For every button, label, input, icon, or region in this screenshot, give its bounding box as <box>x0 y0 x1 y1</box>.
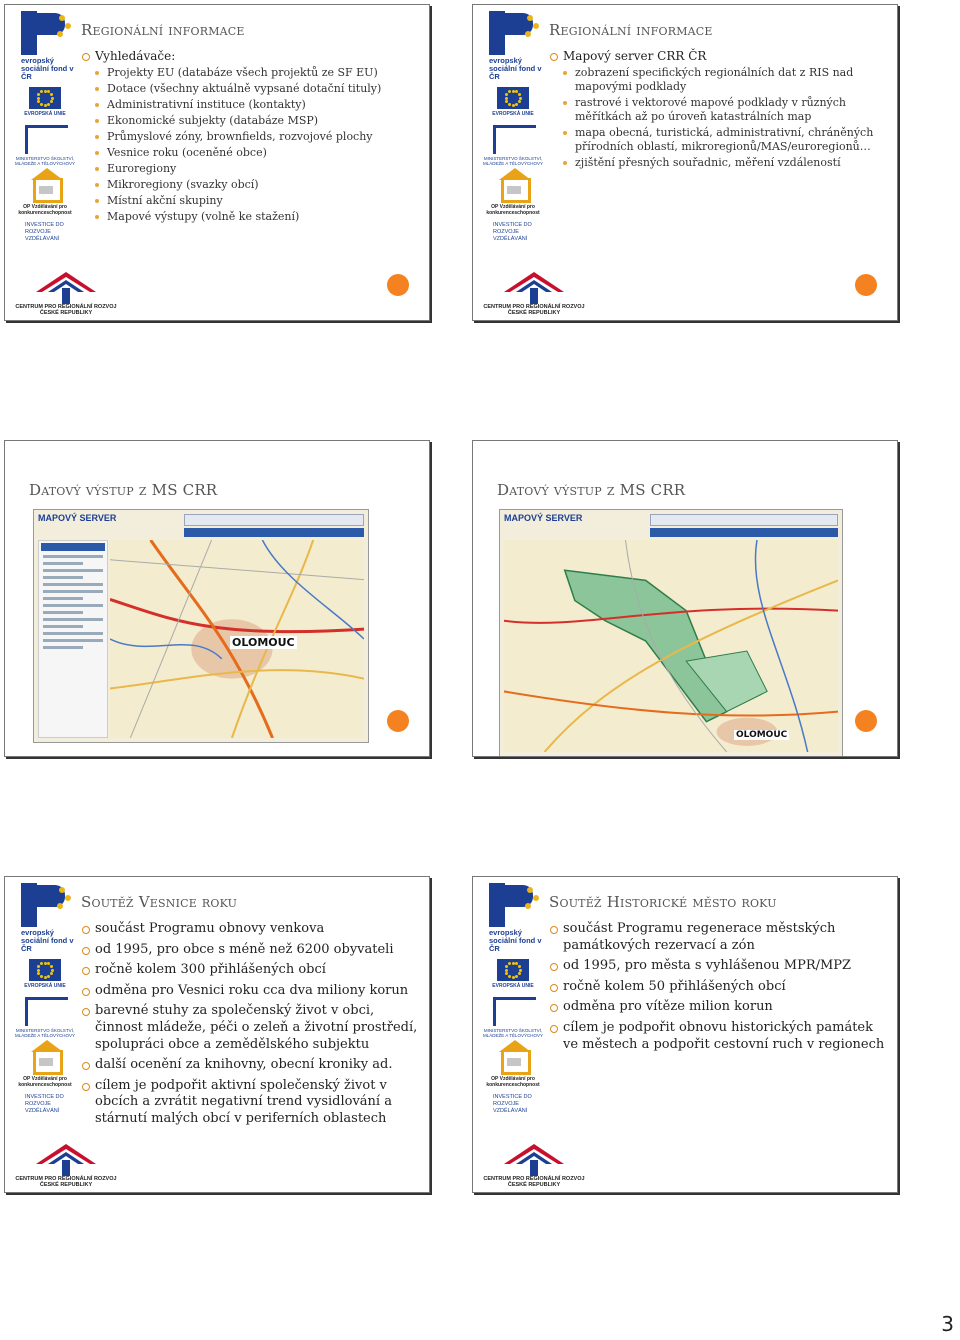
slide-content <box>549 49 889 170</box>
logo-column <box>11 11 79 243</box>
esf-logo-text: evropský sociální fond v ČR <box>21 56 74 81</box>
investice-logo-text: INVESTICE DO ROZVOJE VZDĚLÁVÁNÍ <box>493 222 532 242</box>
slide-soutez-vesnice-roku <box>4 876 430 1193</box>
op-logo-text: OP Vzdělávání pro konkurenceschopnost <box>18 204 72 216</box>
slide-title: Regionální informace <box>549 21 713 39</box>
eu-logo-text: EVROPSKÁ UNIE <box>24 111 66 117</box>
list-item: zobrazení specifických regionálních dat z RIS nad mapovými podklady <box>561 66 889 94</box>
orange-dot-icon <box>387 710 409 732</box>
list-item: další ocenění za knihovny, obecní kroniky ad. <box>81 1057 421 1074</box>
list-item: od 1995, pro města s vyhlášenou MPR/MPZ <box>549 958 889 975</box>
slide-datovy-vystup-2 <box>472 440 898 757</box>
slide-title: Datový výstup z MS CRR <box>497 481 686 499</box>
esf-logo <box>479 883 547 927</box>
crr-logo-line2: ČESKÉ REPUBLIKY <box>39 1182 93 1188</box>
list-item: odměna pro Vesnici roku cca dva miliony korun <box>81 983 421 1000</box>
bullet-heading: Vyhledávače: <box>81 49 421 64</box>
map-canvas <box>504 540 838 752</box>
op-logo <box>25 1046 67 1076</box>
op-logo <box>25 174 67 204</box>
list-item: Ekonomické subjekty (databáze MSP) <box>93 114 421 128</box>
op-logo-text: OP Vzdělávání pro konkurenceschopnost <box>486 1076 540 1088</box>
list-item: Mikroregiony (svazky obcí) <box>93 178 421 192</box>
slide-title: Soutěž Historické město roku <box>549 893 777 911</box>
crr-logo-line2: ČESKÉ REPUBLIKY <box>507 310 561 316</box>
list-item: součást Programu regenerace městských památkových rezervací a zón <box>549 921 889 954</box>
investice-logo-text: INVESTICE DO ROZVOJE VZDĚLÁVÁNÍ <box>493 1094 532 1114</box>
list-item: Místní akční skupiny <box>93 194 421 208</box>
mapovy-server-logo: MAPOVÝ SERVER <box>504 513 583 523</box>
esf-logo-text: evropský sociální fond v ČR <box>489 56 542 81</box>
list-item: od 1995, pro obce s méně než 6200 obyvateli <box>81 942 421 959</box>
investice-logo-text: INVESTICE DO ROZVOJE VZDĚLÁVÁNÍ <box>25 222 64 242</box>
orange-dot-icon <box>387 274 409 296</box>
list-item: odměna pro vítěze milion korun <box>549 999 889 1016</box>
map-canvas <box>110 540 364 738</box>
crr-logo-line1: CENTRUM PRO REGIONÁLNÍ ROZVOJ <box>483 1176 585 1182</box>
slide-content <box>81 49 421 224</box>
eu-logo-text: EVROPSKÁ UNIE <box>492 111 534 117</box>
msmt-logo <box>25 997 68 1026</box>
msmt-logo-text: MINISTERSTVO ŠKOLSTVÍ, MLÁDEŽE A TĚLOVÝCHOVY <box>483 156 543 166</box>
crr-logo <box>479 272 589 316</box>
crr-logo-line1: CENTRUM PRO REGIONÁLNÍ ROZVOJ <box>15 1176 117 1182</box>
crr-logo-line2: ČESKÉ REPUBLIKY <box>39 310 93 316</box>
logo-column <box>11 883 79 1115</box>
eu-logo-text: EVROPSKÁ UNIE <box>24 983 66 989</box>
list-item: rastrové i vektorové mapové podklady v různých měřítkách až po úroveň katastrálních map <box>561 96 889 124</box>
msmt-logo-text: MINISTERSTVO ŠKOLSTVÍ, MLÁDEŽE A TĚLOVÝCHOVY <box>15 156 75 166</box>
list-item: Vesnice roku (oceněné obce) <box>93 146 421 160</box>
eu-flag-icon <box>497 959 529 981</box>
list-item: Administrativní instituce (kontakty) <box>93 98 421 112</box>
slide-title: Regionální informace <box>81 21 245 39</box>
slide-title: Datový výstup z MS CRR <box>29 481 218 499</box>
esf-logo <box>11 11 79 55</box>
list-item: cílem je podpořit aktivní společenský život v obcích a zvrátit negativní trend vysidlování a stárnutí malých obcí v periferních oblastech <box>81 1078 421 1128</box>
crr-logo <box>11 272 121 316</box>
slide-soutez-historicke-mesto-roku <box>472 876 898 1193</box>
eu-logo-text: EVROPSKÁ UNIE <box>492 983 534 989</box>
list-item: barevné stuhy za společenský život v obci, činnost mládeže, péči o zeleň a životní prostředí, spolupráci obce a zemědělského subjektu <box>81 1003 421 1053</box>
list-item: zjištění přesných souřadnic, měření vzdáleností <box>561 156 889 170</box>
list-item: ročně kolem 50 přihlášených obcí <box>549 979 889 996</box>
list-item: Dotace (všechny aktuálně vypsané dotační tituly) <box>93 82 421 96</box>
eu-flag-icon <box>29 959 61 981</box>
bullet-list <box>81 921 421 1132</box>
esf-logo-text: evropský sociální fond v ČR <box>489 928 542 953</box>
list-item: mapa obecná, turistická, administrativní, chráněných přírodních oblastí, mikroregionů/MAS/euroregionů… <box>561 126 889 154</box>
crr-emblem-icon <box>36 272 96 304</box>
crr-logo <box>479 1144 589 1188</box>
list-item: ročně kolem 300 přihlášených obcí <box>81 962 421 979</box>
crr-emblem-icon <box>504 1144 564 1176</box>
list-item: Mapové výstupy (volně ke stažení) <box>93 210 421 224</box>
map-search-bar <box>650 514 838 526</box>
map-screenshot <box>33 509 369 743</box>
msmt-logo <box>493 997 536 1026</box>
map-info-panel <box>38 540 108 738</box>
crr-emblem-icon <box>36 1144 96 1176</box>
logo-column <box>479 883 547 1115</box>
msmt-logo <box>493 125 536 154</box>
eu-flag-icon <box>29 87 61 109</box>
city-label: OLOMOUC <box>736 730 788 740</box>
op-logo-text: OP Vzdělávání pro konkurenceschopnost <box>18 1076 72 1088</box>
map-screenshot <box>499 509 843 757</box>
esf-logo <box>479 11 547 55</box>
op-logo <box>493 1046 535 1076</box>
slide-regionalni-informace-1 <box>4 4 430 321</box>
slide-regionalni-informace-2 <box>472 4 898 321</box>
logo-column <box>479 11 547 243</box>
page-number: 3 <box>941 1312 954 1336</box>
list-item: Euroregiony <box>93 162 421 176</box>
esf-logo-text: evropský sociální fond v ČR <box>21 928 74 953</box>
orange-dot-icon <box>855 274 877 296</box>
list-item: cílem je podpořit obnovu historických památek ve městech a podpořit cestovní ruch v regionech <box>549 1020 889 1053</box>
list-item: Projekty EU (databáze všech projektů ze SF EU) <box>93 66 421 80</box>
sub-bullet-list <box>81 66 421 224</box>
op-logo-text: OP Vzdělávání pro konkurenceschopnost <box>486 204 540 216</box>
city-label: OLOMOUC <box>232 636 295 649</box>
crr-emblem-icon <box>504 272 564 304</box>
list-item: součást Programu obnovy venkova <box>81 921 421 938</box>
msmt-logo-text: MINISTERSTVO ŠKOLSTVÍ, MLÁDEŽE A TĚLOVÝCHOVY <box>15 1028 75 1038</box>
bullet-list <box>549 921 889 1057</box>
crr-logo-line1: CENTRUM PRO REGIONÁLNÍ ROZVOJ <box>15 304 117 310</box>
op-logo <box>493 174 535 204</box>
orange-dot-icon <box>855 710 877 732</box>
crr-logo <box>11 1144 121 1188</box>
sub-bullet-list <box>549 66 889 170</box>
mapovy-server-logo: MAPOVÝ SERVER <box>38 513 117 523</box>
investice-logo-text: INVESTICE DO ROZVOJE VZDĚLÁVÁNÍ <box>25 1094 64 1114</box>
eu-flag-icon <box>497 87 529 109</box>
map-toolbar <box>650 528 838 537</box>
map-search-bar <box>184 514 364 526</box>
map-toolbar <box>184 528 364 537</box>
crr-logo-line1: CENTRUM PRO REGIONÁLNÍ ROZVOJ <box>483 304 585 310</box>
list-item: Průmyslové zóny, brownfields, rozvojové plochy <box>93 130 421 144</box>
protected-area-map-graphic <box>504 540 838 752</box>
slide-datovy-vystup-1 <box>4 440 430 757</box>
crr-logo-line2: ČESKÉ REPUBLIKY <box>507 1182 561 1188</box>
esf-logo <box>11 883 79 927</box>
bullet-heading: Mapový server CRR ČR <box>549 49 889 64</box>
msmt-logo-text: MINISTERSTVO ŠKOLSTVÍ, MLÁDEŽE A TĚLOVÝCHOVY <box>483 1028 543 1038</box>
msmt-logo <box>25 125 68 154</box>
slide-title: Soutěž Vesnice roku <box>81 893 238 911</box>
